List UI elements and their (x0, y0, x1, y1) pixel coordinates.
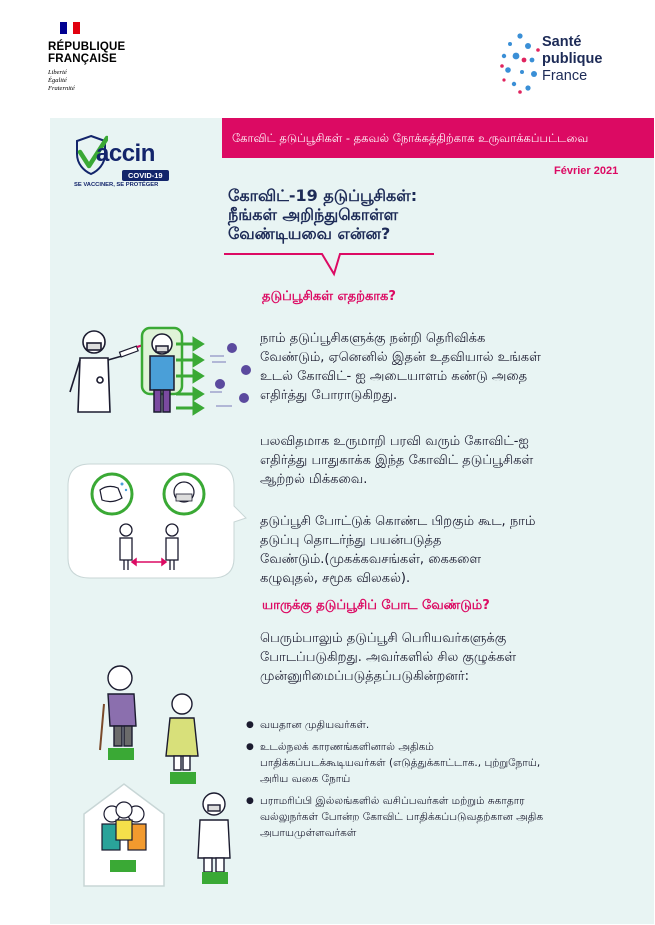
sante-publique-text: Santé publique France (542, 34, 603, 84)
hand-wash-icon (92, 474, 132, 514)
list-item: ● உடல்நலக் காரணங்களினால் அதிகம் பாதிக்கப்படக்கூடியவர்கள் (எடுத்துக்காட்டாக., புற்றுநோய், அரிய வகை நோய் (246, 739, 636, 787)
republique-title: RÉPUBLIQUE FRANÇAISE (48, 41, 126, 65)
paragraph-why-2: பலவிதமாக உருமாறி பரவி வரும் கோவிட்-ஐ எதிர்த்து பாதுகாக்க இந்த கோவிட் தடுப்பூசிகள் ஆற்றல் மிக்கவை. (260, 434, 534, 487)
republique-motto: Liberté Égalité Fraternité (48, 69, 75, 92)
syringe-icon (202, 872, 228, 884)
sante-publique-france-logo (498, 30, 628, 98)
vaccinated-person (150, 334, 174, 412)
priority-people-illustration (82, 664, 252, 894)
section-heading-why: தடுப்பூசிகள் எதற்காக? (262, 289, 396, 304)
info-banner: கோவிட் தடுப்பூசிகள் - தகவல் நோக்கத்திற்காக உருவாக்கப்பட்டவை (222, 118, 654, 158)
page-title: கோவிட்-19 தடுப்பூசிகள்: நீங்கள் அறிந்துகொள்ள வேண்டியவை என்ன? (228, 186, 418, 243)
republique-francaise-logo (48, 22, 158, 102)
vaccin-word: accin (96, 140, 155, 167)
paragraph-why-3: தடுப்பூசி போட்டுக் கொண்ட பிறகும் கூட, நாம் தடுப்பு தொடர்ந்து பயன்படுத்த வேண்டும்.(முகக்கவசங்கள், கைகளை கழுவுதல், சமூக விலகல்). (260, 514, 536, 586)
vaccin-covid-logo (74, 134, 174, 194)
syringe-icon (108, 748, 134, 760)
covid19-pill: COVID-19 (122, 170, 169, 181)
virus-icon (215, 343, 251, 403)
sante-publique-dots-icon (498, 30, 542, 96)
vulnerable-person (166, 694, 198, 770)
doctor-figure (70, 331, 122, 412)
list-item: ● வயதான முதியவர்கள். (246, 717, 636, 733)
paragraph-who-1: பெரும்பாலும் தடுப்பூசி பெரியவர்களுக்கு போடப்படுகிறது. அவர்களில் சில குழுக்கள் முன்னுரிமைப்படுத்தப்படுகின்றனர்: (260, 631, 517, 684)
republique-flag-icon (60, 22, 80, 34)
priority-groups-list (246, 717, 636, 847)
section-heading-who: யாருக்கு தடுப்பூசிப் போட வேண்டும்? (262, 598, 490, 613)
syringe-icon (170, 772, 196, 784)
title-speech-underline (224, 250, 444, 280)
paragraph-why-1: நாம் தடுப்பூசிகளுக்கு நன்றி தெரிவிக்க வேண்டும், ஏனெனில் இதன் உதவியால் உங்கள் உடல் கோவிட்- ஐ அடையாளம் கண்டு அதை எதிர்த்து போராடுகிறது. (260, 331, 541, 403)
list-item: ● பராமரிப்பி இல்லங்களில் வசிப்பவர்கள் மற்றும் சுகாதார வல்லுநர்கள் போன்ற கோவிட் பாதிக்கப்படுவதற்கான அதிக அபாயமுள்ளவர்கள் (246, 793, 636, 841)
vaccination-illustration (60, 322, 260, 422)
face-mask-icon (164, 474, 204, 514)
barrier-gestures-bubble (66, 460, 246, 580)
health-worker (198, 793, 230, 872)
publication-date: Février 2021 (554, 165, 619, 177)
elderly-person (100, 666, 136, 750)
syringe-icon (110, 860, 136, 872)
vaccin-tagline: SE VACCINER, SE PROTÉGER (74, 182, 159, 188)
